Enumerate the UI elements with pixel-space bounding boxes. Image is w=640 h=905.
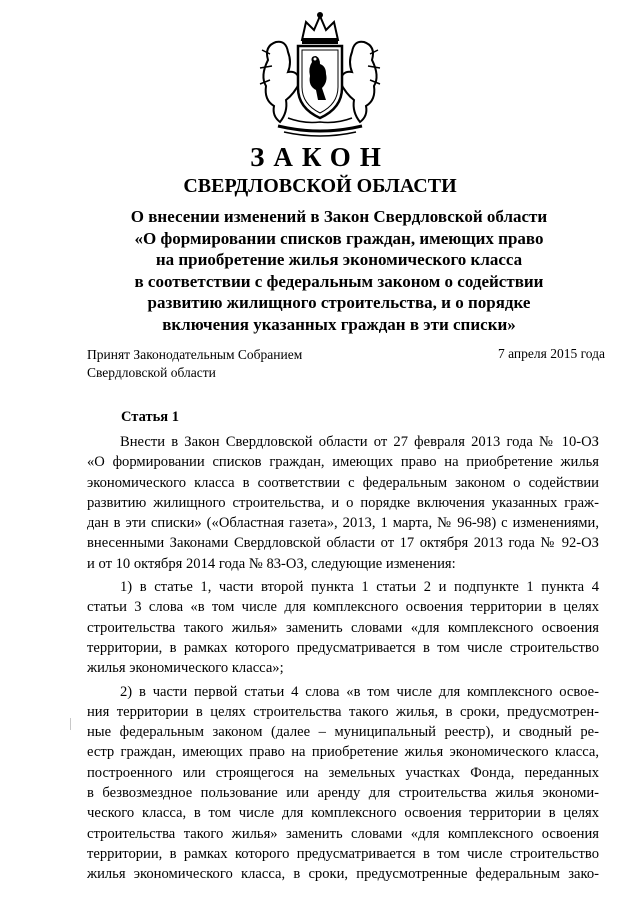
text-line: в безвозмездное пользование или аренду для строительства жилья экономи- [87,785,599,802]
text-line: 1) в статье 1, части второй пункта 1 статьи 2 и подпункте 1 пункта 4 [120,579,599,596]
article-title: Статья 1 [121,409,179,425]
text-line: развитию жилищного строительства, и о порядке включения указанных граж- [87,494,599,511]
paragraph [87,682,599,885]
text-line: строительства такого жилья» заменить словами «для комплексного освоения [87,825,599,842]
text-line: ческого класса, в том числе для комплексного освоения территории в целях [87,805,599,822]
document-title: ЗАКОН [250,142,390,172]
heading-line: на приобретение жилья экономического класса [155,250,523,270]
text-line: жилья экономического класса, в сроки, предусмотренные федеральным зако- [87,866,599,883]
text-line: ные федеральным законом (далее – муниципальный реестр), и сводный ре- [87,724,599,741]
text-line: статьи 3 слова «в том числе для комплексного освоения территории в целях [87,599,599,616]
heading-line: «О формировании списков граждан, имеющих право [134,228,544,248]
law-heading [100,206,578,336]
text-line: экономического класса в соответствии с федеральным законом о содействии [87,474,599,491]
text-line: территории, в рамках которого предусматривается в том числе строительство [87,639,599,656]
heading-line: развитию жилищного строительства, и о порядке [147,293,531,313]
article-body [87,432,599,888]
text-line: Внести в Закон Свердловской области от 27 февраля 2013 года № 10-ОЗ [120,434,599,450]
adoption-note [87,346,302,382]
document-subtitle: СВЕРДЛОВСКОЙ ОБЛАСТИ [183,175,457,197]
text-line: «О формировании списков граждан, имеющих право на приобретение жилья [87,454,599,471]
text-line: и от 10 октября 2014 года № 83-ОЗ, следующие изменения: [87,555,456,572]
adoption-date: 7 апреля 2015 года [497,346,605,361]
margin-mark [70,718,71,730]
text-line: дан в эти списки» («Областная газета», 2013, 1 марта, № 96-98) с изменениями, [87,515,599,532]
text-line: жилья экономического класса»; [87,660,284,677]
text-line: территории, в рамках которого предусматривается в том числе строительство [87,845,599,862]
heading-line: включения указанных граждан в эти списки» [162,314,516,334]
text-line: 2) в части первой статьи 4 слова «в том числе для комплексного освое- [120,683,599,700]
paragraph [87,432,599,574]
heading-line: в соответствии с федеральным законом о содействии [134,271,544,291]
paragraph [87,577,599,678]
text-line: внесенными Законами Свердловской области от 17 октября 2013 года № 92-ОЗ [87,535,599,552]
adoption-line: Свердловской области [87,365,216,380]
text-line: ния территории в целях строительства такого жилья, в сроки, предусмотрен- [87,703,599,720]
coat-of-arms-icon [258,10,382,138]
text-line: строительства такого жилья» заменить словами «для комплексного освоения [87,619,599,636]
text-line: построенного или строящегося на земельных участках Фонда, переданных [87,764,599,781]
adoption-line: Принят Законодательным Собранием [87,347,303,362]
text-line: естр граждан, имеющих право на приобретение жилья экономического класса, [87,744,599,761]
heading-line: О внесении изменений в Закон Свердловской области [130,207,548,226]
